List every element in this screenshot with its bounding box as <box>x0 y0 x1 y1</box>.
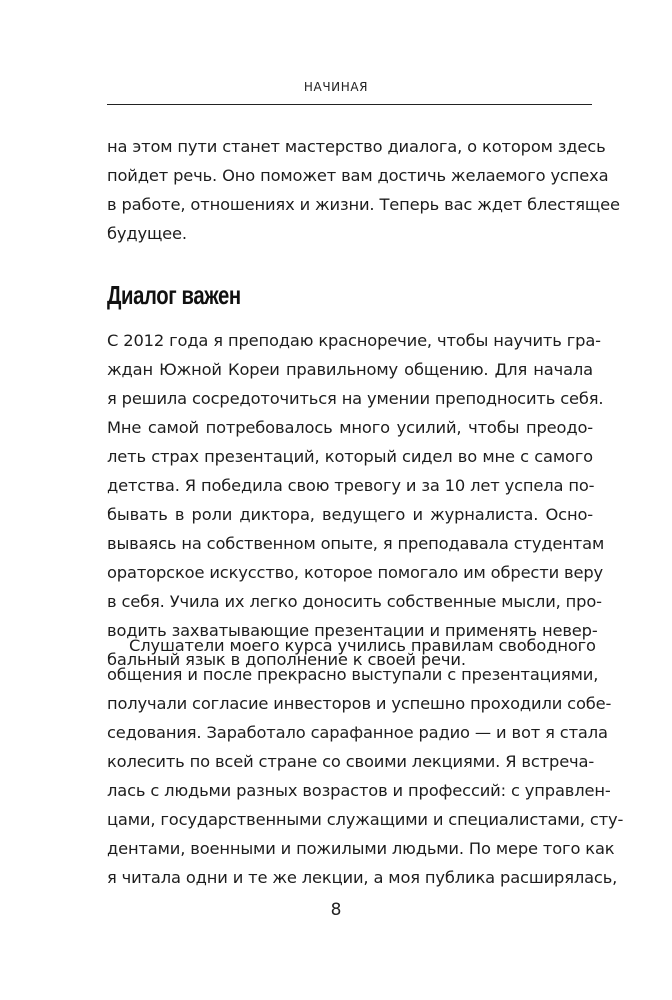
text-line: цами, государственными служащими и специалистами, сту- <box>107 810 624 829</box>
text-line: дентами, военными и пожилыми людьми. По мере того как <box>107 839 615 858</box>
text-line: пойдет речь. Оно поможет вам достичь желаемого успеха <box>107 166 609 185</box>
running-head: НАЧИНАЯ <box>303 80 369 94</box>
paragraph-1 <box>107 326 605 674</box>
text-line: леть страх презентаций, который сидел во мне с самого <box>107 447 593 466</box>
text-line: общения и после прекрасно выступали с презентациями, <box>107 665 599 684</box>
text-line: водить захватывающие презентации и применять невер- <box>107 621 598 640</box>
intro-paragraph <box>107 132 620 248</box>
text-line: детства. Я победила свою тревогу и за 10 лет успела по- <box>107 476 595 495</box>
text-line: седования. Заработало сарафанное радио — и вот я стала <box>107 723 608 742</box>
text-line: С 2012 года я преподаю красноречие, чтобы научить гра- <box>107 331 601 350</box>
text-line: будущее. <box>107 224 187 243</box>
header-rule <box>107 104 592 105</box>
page-number: 8 <box>330 900 342 920</box>
text-line: Слушатели моего курса учились правилам свободного <box>129 636 596 655</box>
text-line: я читала одни и те же лекции, а моя публика расширялась, <box>107 868 618 887</box>
text-line: Мне самой потребовалось много усилий, чтобы преодо- <box>107 418 593 437</box>
text-line: бывать в роли диктора, ведущего и журналиста. Осно- <box>107 505 593 524</box>
paragraph-2 <box>107 631 624 892</box>
text-line: в себя. Учила их легко доносить собственные мысли, про- <box>107 592 602 611</box>
text-line: ждан Южной Кореи правильному общению. Для начала <box>107 360 593 379</box>
text-line: получали согласие инвесторов и успешно проходили собе- <box>107 694 612 713</box>
text-line: на этом пути станет мастерство диалога, о котором здесь <box>107 137 606 156</box>
text-line: я решила сосредоточиться на умении преподносить себя. <box>107 389 604 408</box>
text-line: в работе, отношениях и жизни. Теперь вас ждет блестящее <box>107 195 620 214</box>
text-line: бальный язык в дополнение к своей речи. <box>107 650 466 669</box>
section-heading: Диалог важен <box>107 280 241 310</box>
text-line: лась с людьми разных возрастов и профессий: с управлен- <box>107 781 611 800</box>
text-line: ораторское искусство, которое помогало им обрести веру <box>107 563 604 582</box>
text-line: колесить по всей стране со своими лекциями. Я встреча- <box>107 752 595 771</box>
text-line: вываясь на собственном опыте, я преподавала студентам <box>107 534 605 553</box>
